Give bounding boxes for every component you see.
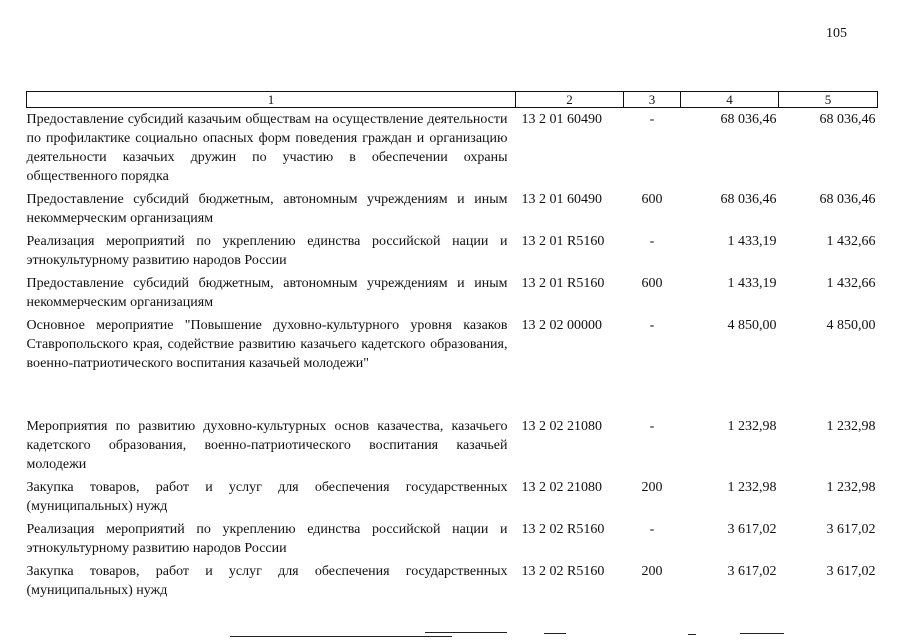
row-name: Закупка товаров, работ и услуг для обеспечения государственных (муниципальных) нужд bbox=[26, 480, 508, 514]
row-type: - bbox=[649, 419, 655, 434]
spacer-cell bbox=[681, 375, 779, 415]
spacer-cell bbox=[27, 375, 516, 415]
table-row bbox=[27, 230, 878, 272]
row-type: - bbox=[649, 522, 655, 537]
row-type: 200 bbox=[641, 480, 663, 495]
table-row bbox=[27, 476, 878, 518]
column-header: 3 bbox=[624, 92, 681, 108]
table-row bbox=[27, 314, 878, 375]
budget-table bbox=[26, 91, 878, 602]
row-code: 13 2 01 60490 bbox=[521, 192, 602, 207]
spacer-cell bbox=[624, 375, 681, 415]
row-value-2: 1 432,66 bbox=[826, 234, 876, 249]
footer-rule bbox=[230, 636, 452, 637]
row-name: Предоставление субсидий бюджетным, автономным учреждениям и иным некоммерческим организациям bbox=[26, 276, 508, 310]
row-value-2: 4 850,00 bbox=[826, 318, 876, 333]
row-value-1: 3 617,02 bbox=[727, 522, 777, 537]
row-type: - bbox=[649, 234, 655, 249]
row-value-1: 1 232,98 bbox=[727, 480, 777, 495]
column-header: 2 bbox=[516, 92, 624, 108]
table-row bbox=[27, 560, 878, 602]
table-row bbox=[27, 415, 878, 476]
row-value-1: 1 433,19 bbox=[727, 234, 777, 249]
row-type: - bbox=[649, 112, 655, 127]
footer-rule-lines bbox=[0, 628, 904, 640]
row-name: Мероприятия по развитию духовно-культурных основ казачества, казачьего кадетского образования, военно-патриотического воспитания казачьей молодежи bbox=[26, 419, 508, 472]
table-row bbox=[27, 108, 878, 189]
row-value-1: 3 617,02 bbox=[727, 564, 777, 579]
row-value-2: 3 617,02 bbox=[826, 564, 876, 579]
row-name: Реализация мероприятий по укреплению единства российской нации и этнокультурному развитию народов России bbox=[26, 234, 508, 268]
row-name: Реализация мероприятий по укреплению единства российской нации и этнокультурному развитию народов России bbox=[26, 522, 508, 556]
row-code: 13 2 01 R5160 bbox=[521, 276, 605, 291]
row-value-2: 1 432,66 bbox=[826, 276, 876, 291]
row-name: Предоставление субсидий бюджетным, автономным учреждениям и иным некоммерческим организациям bbox=[26, 192, 508, 226]
row-code: 13 2 02 21080 bbox=[521, 480, 602, 495]
footer-rule bbox=[688, 634, 696, 635]
row-value-2: 3 617,02 bbox=[826, 522, 876, 537]
row-value-1: 68 036,46 bbox=[720, 112, 777, 127]
row-value-1: 4 850,00 bbox=[727, 318, 777, 333]
spacer-cell bbox=[516, 375, 624, 415]
column-header: 4 bbox=[681, 92, 779, 108]
footer-rule bbox=[740, 633, 784, 634]
row-code: 13 2 02 R5160 bbox=[521, 522, 605, 537]
row-type: 200 bbox=[641, 564, 663, 579]
table-spacer-row bbox=[27, 375, 878, 415]
row-type: 600 bbox=[641, 276, 663, 291]
row-value-1: 68 036,46 bbox=[720, 192, 777, 207]
row-type: 600 bbox=[641, 192, 663, 207]
row-value-1: 1 433,19 bbox=[727, 276, 777, 291]
row-type: - bbox=[649, 318, 655, 333]
footer-rule bbox=[425, 632, 507, 633]
row-code: 13 2 02 00000 bbox=[521, 318, 602, 333]
page-number: 105 bbox=[826, 26, 847, 41]
table-row bbox=[27, 518, 878, 560]
row-code: 13 2 02 21080 bbox=[521, 419, 602, 434]
footer-rule bbox=[544, 633, 566, 634]
row-value-2: 68 036,46 bbox=[819, 112, 876, 127]
row-value-2: 1 232,98 bbox=[826, 419, 876, 434]
row-value-2: 68 036,46 bbox=[819, 192, 876, 207]
row-name: Предоставление субсидий казачьим обществам на осуществление деятельности по профилактике социально опасных форм поведения граждан и организацию деятельности казачьих дружин по участию в обеспечении охраны общественного порядка bbox=[26, 112, 508, 184]
row-code: 13 2 01 R5160 bbox=[521, 234, 605, 249]
row-code: 13 2 01 60490 bbox=[521, 112, 602, 127]
table-header-row bbox=[27, 92, 878, 108]
column-header: 1 bbox=[27, 92, 516, 108]
row-name: Закупка товаров, работ и услуг для обеспечения государственных (муниципальных) нужд bbox=[26, 564, 508, 598]
row-value-2: 1 232,98 bbox=[826, 480, 876, 495]
row-code: 13 2 02 R5160 bbox=[521, 564, 605, 579]
table-row bbox=[27, 272, 878, 314]
row-value-1: 1 232,98 bbox=[727, 419, 777, 434]
spacer-cell bbox=[779, 375, 878, 415]
row-name: Основное мероприятие "Повышение духовно-культурного уровня казаков Ставропольского края, содействие развитию казачьего кадетского образования, военно-патриотического воспитания казачьей молодежи" bbox=[26, 318, 508, 371]
column-header: 5 bbox=[779, 92, 878, 108]
table-row bbox=[27, 188, 878, 230]
